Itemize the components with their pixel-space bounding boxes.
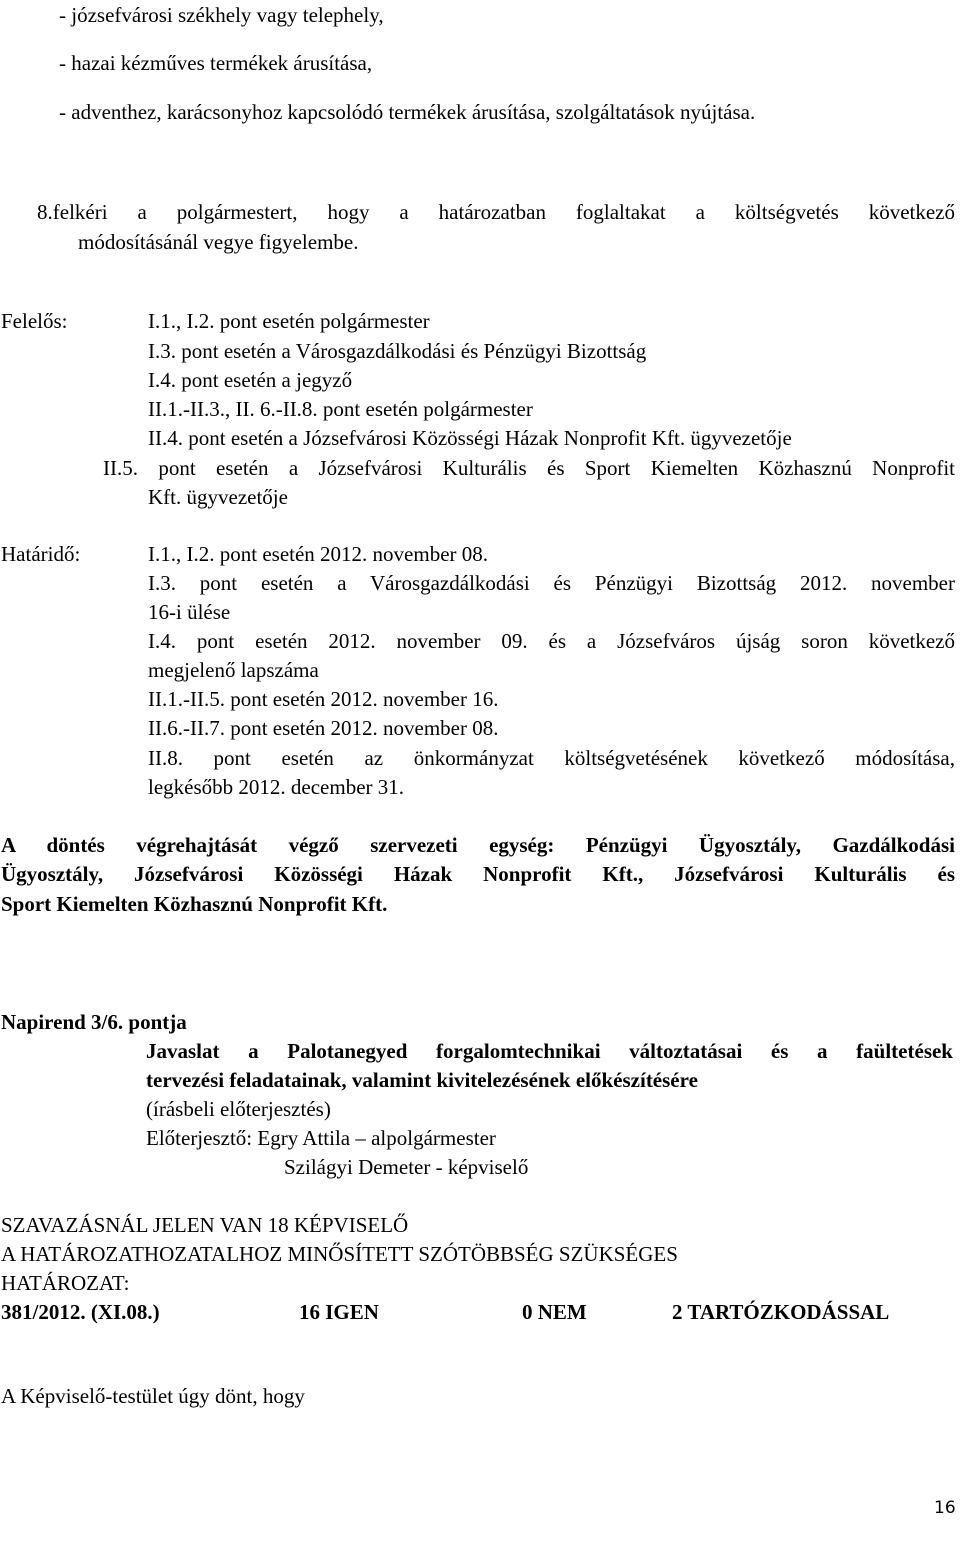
felelos-line: II.5. pont esetén a Józsefvárosi Kulturális és Sport Kiemelten Közhasznú Nonprofit: [103, 456, 955, 480]
agenda-presenter: Előterjesztő: Egry Attila – alpolgármester: [146, 1126, 496, 1150]
intro-list-item: - hazai kézműves termékek árusítása,: [59, 51, 373, 75]
page-number: 16: [934, 1498, 956, 1518]
vote-yes: 16 IGEN: [299, 1300, 379, 1324]
executing-unit-line: A döntés végrehajtását végző szervezeti egység: Pénzügyi Ügyosztály, Gazdálkodási: [1, 833, 955, 857]
felelos-line: I.3. pont esetén a Városgazdálkodási és Pénzügyi Bizottság: [148, 339, 647, 363]
point-8-line-2: módosításánál vegye figyelembe.: [78, 230, 359, 254]
vote-present: SZAVAZÁSNÁL JELEN VAN 18 KÉPVISELŐ: [1, 1213, 409, 1237]
hatarido-line: I.4. pont esetén 2012. november 09. és a Józsefváros újság soron következő: [148, 629, 955, 653]
hatarido-label: Határidő:: [1, 542, 81, 566]
agenda-written-note: (írásbeli előterjesztés): [146, 1097, 331, 1121]
hatarido-line: I.3. pont esetén a Városgazdálkodási és Pénzügyi Bizottság 2012. november: [148, 571, 955, 595]
resolution-number: 381/2012. (XI.08.): [1, 1300, 160, 1324]
felelos-line: II.1.-II.3., II. 6.-II.8. pont esetén polgármester: [148, 397, 533, 421]
agenda-label: Napirend 3/6. pontja: [1, 1010, 187, 1034]
felelos-label: Felelős:: [1, 309, 68, 333]
agenda-title-line-1: Javaslat a Palotanegyed forgalomtechnikai változtatásai és a faültetések: [146, 1039, 953, 1063]
felelos-line: Kft. ügyvezetője: [148, 485, 288, 509]
decision-intro: A Képviselő-testület úgy dönt, hogy: [1, 1384, 305, 1408]
felelos-line: I.1., I.2. pont esetén polgármester: [148, 309, 430, 333]
vote-majority: A HATÁROZATHOZATALHOZ MINŐSÍTETT SZÓTÖBBSÉG SZÜKSÉGES: [1, 1242, 678, 1266]
executing-unit-line: Ügyosztály, Józsefvárosi Közösségi Házak Nonprofit Kft., Józsefvárosi Kulturális és: [1, 862, 955, 886]
intro-list-item: - józsefvárosi székhely vagy telephely,: [59, 3, 384, 27]
intro-list-item: - adventhez, karácsonyhoz kapcsolódó termékek árusítása, szolgáltatások nyújtása.: [59, 100, 756, 124]
executing-unit-line: Sport Kiemelten Közhasznú Nonprofit Kft.: [1, 892, 388, 916]
hatarido-line: megjelenő lapszáma: [148, 658, 319, 682]
hatarido-line: 16-i ülése: [148, 600, 231, 624]
hatarido-line: II.1.-II.5. pont esetén 2012. november 16.: [148, 687, 499, 711]
hatarido-line: II.6.-II.7. pont esetén 2012. november 08.: [148, 716, 499, 740]
felelos-line: II.4. pont esetén a Józsefvárosi Közösségi Házak Nonprofit Kft. ügyvezetője: [148, 426, 792, 450]
point-8-line-1: 8.felkéri a polgármestert, hogy a határozatban foglaltakat a költségvetés következő: [37, 200, 955, 224]
hatarido-line: legkésőbb 2012. december 31.: [148, 775, 405, 799]
agenda-presenter-2: Szilágyi Demeter - képviselő: [284, 1155, 529, 1179]
hatarido-line: I.1., I.2. pont esetén 2012. november 08.: [148, 542, 489, 566]
vote-no: 0 NEM: [522, 1300, 587, 1324]
agenda-title-line-2: tervezési feladatainak, valamint kivitelezésének előkészítésére: [146, 1068, 698, 1092]
vote-abstain: 2 TARTÓZKODÁSSAL: [672, 1300, 890, 1324]
hatarido-line: II.8. pont esetén az önkormányzat költségvetésének következő módosítása,: [148, 746, 955, 770]
felelos-line: I.4. pont esetén a jegyző: [148, 368, 353, 392]
resolution-label: HATÁROZAT:: [1, 1271, 130, 1295]
